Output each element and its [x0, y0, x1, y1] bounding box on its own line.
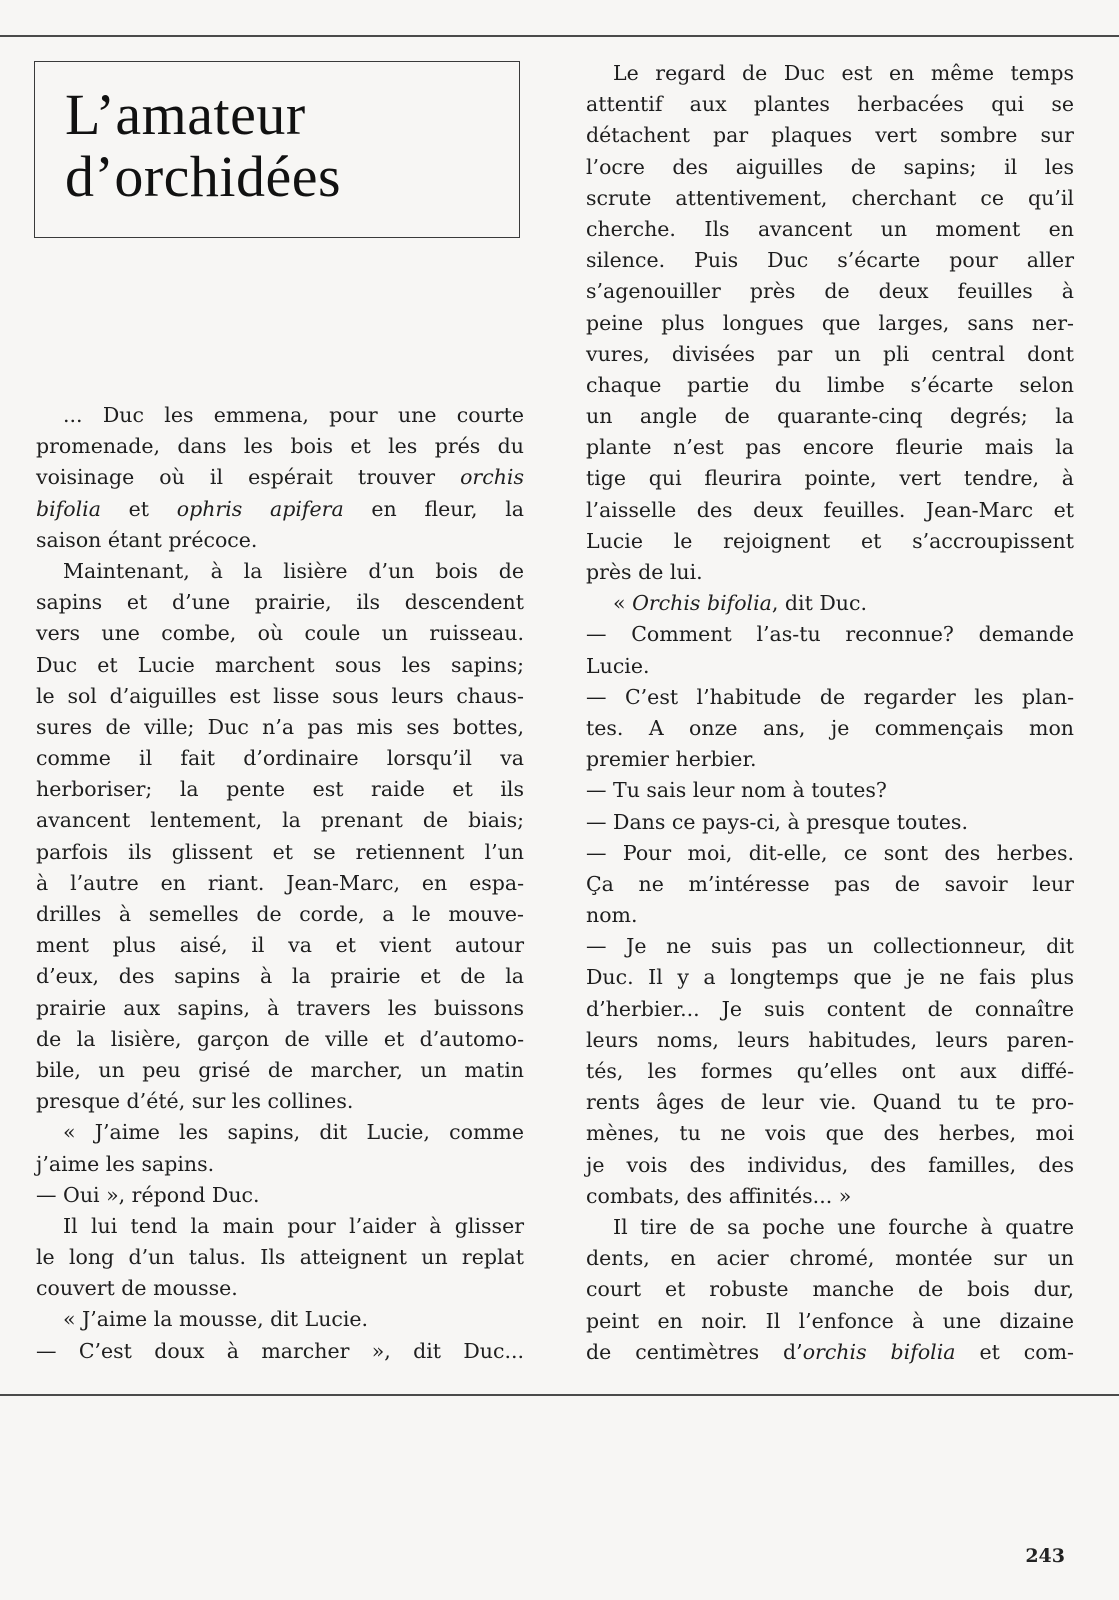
- right-column-line: — Pour moi, dit-elle, ce sont des herbes.: [586, 840, 1074, 865]
- left-column-line: comme il fait d’ordinaire lorsqu’il va: [36, 746, 524, 771]
- right-column-line: Ça ne m’intéresse pas de savoir leur: [586, 871, 1074, 896]
- right-column-line: tés, les formes qu’elles ont aux diffé-: [586, 1059, 1074, 1083]
- right-column-line: peine plus longues que larges, sans ner-: [586, 310, 1074, 335]
- left-column-line: d’eux, des sapins à la prairie et de la: [36, 964, 524, 989]
- left-column-line: sapins et d’une prairie, ils descendent: [36, 590, 524, 615]
- right-column: [586, 58, 1074, 1368]
- left-column-line: « J’aime la mousse, dit Lucie.: [63, 1307, 369, 1332]
- left-column-line: couvert de mousse.: [36, 1276, 238, 1301]
- right-column-line: Duc. Il y a longtemps que je ne fais plus: [586, 965, 1074, 990]
- title-line-2: d’orchidées: [65, 144, 342, 209]
- article-title: [65, 84, 341, 208]
- right-column-line: combats, des affinités... »: [586, 1183, 852, 1208]
- left-column-line: parfois ils glissent et se retiennent l’un: [36, 839, 524, 864]
- right-column-line: de centimètres d’orchis bifolia et com-: [586, 1339, 1074, 1364]
- left-column-line: drilles à semelles de corde, a le mouve-: [36, 902, 524, 926]
- left-column-line: j’aime les sapins.: [36, 1151, 215, 1176]
- left-column-line: ment plus aisé, il va et vient autour: [36, 933, 524, 958]
- right-column-line: silence. Puis Duc s’écarte pour aller: [586, 248, 1074, 273]
- right-column-line: « Orchis bifolia, dit Duc.: [613, 591, 867, 616]
- right-column-line: s’agenouiller près de deux feuilles à: [586, 279, 1074, 304]
- left-column-line: presque d’été, sur les collines.: [36, 1089, 354, 1114]
- left-column: [36, 400, 524, 1367]
- left-column-line: voisinage où il espérait trouver orchis: [36, 465, 524, 490]
- left-column-line: à l’autre en riant. Jean-Marc, en espa-: [36, 870, 524, 895]
- bottom-rule: [0, 1394, 1119, 1396]
- right-column-line: — Je ne suis pas un collectionneur, dit: [586, 934, 1074, 959]
- right-column-line: — Tu sais leur nom à toutes?: [586, 778, 887, 803]
- right-column-line: premier herbier.: [586, 747, 757, 772]
- right-column-line: nom.: [586, 903, 638, 928]
- right-column-line: Il tire de sa poche une fourche à quatre: [613, 1214, 1074, 1239]
- right-column-line: — Comment l’as-tu reconnue? demande: [586, 622, 1074, 647]
- right-column-line: je vois des individus, des familles, des: [586, 1152, 1074, 1177]
- right-column-line: scrute attentivement, cherchant ce qu’il: [586, 185, 1074, 210]
- right-column-line: détachent par plaques vert sombre sur: [586, 123, 1074, 148]
- right-column-line: près de lui.: [586, 560, 703, 584]
- left-column-line: herboriser; la pente est raide et ils: [36, 777, 524, 802]
- left-column-line: le long d’un talus. Ils atteignent un replat: [36, 1245, 524, 1270]
- right-column-line: d’herbier... Je suis content de connaître: [586, 996, 1074, 1021]
- right-column-line: l’ocre des aiguilles de sapins; il les: [586, 154, 1074, 179]
- left-column-line: avancent lentement, la prenant de biais;: [36, 808, 524, 833]
- right-column-line: rents âges de leur vie. Quand tu te pro-: [586, 1090, 1074, 1115]
- right-column-line: dents, en acier chromé, montée sur un: [586, 1246, 1074, 1271]
- right-column-line: Lucie le rejoignent et s’accroupissent: [586, 528, 1074, 553]
- right-column-line: — Dans ce pays-ci, à presque toutes.: [586, 809, 968, 834]
- left-column-line: — C’est doux à marcher », dit Duc...: [36, 1338, 524, 1363]
- top-rule: [0, 35, 1119, 37]
- right-column-line: cherche. Ils avancent un moment en: [586, 216, 1074, 241]
- right-column-line: — C’est l’habitude de regarder les plan-: [586, 684, 1074, 709]
- page-number: 243: [1025, 1545, 1065, 1567]
- right-column-line: mènes, tu ne vois que des herbes, moi: [586, 1121, 1074, 1146]
- left-column-line: bifolia et ophris apifera en fleur, la: [36, 496, 525, 521]
- left-column-line: prairie aux sapins, à travers les buissons: [36, 995, 524, 1020]
- right-column-line: vures, divisées par un pli central dont: [586, 341, 1074, 366]
- right-column-line: tes. A onze ans, je commençais mon: [586, 715, 1074, 740]
- right-column-line: tige qui fleurira pointe, vert tendre, à: [586, 466, 1074, 491]
- right-column-line: Le regard de Duc est en même temps: [613, 61, 1074, 85]
- right-column-line: peint en noir. Il l’enfonce à une dizaine: [586, 1308, 1074, 1333]
- left-column-line: — Oui », répond Duc.: [36, 1182, 260, 1207]
- right-column-line: leurs noms, leurs habitudes, leurs paren-: [586, 1027, 1074, 1052]
- left-column-line: sures de ville; Duc n’a pas mis ses bottes,: [36, 714, 524, 739]
- left-column-line: Duc et Lucie marchent sous les sapins;: [36, 652, 524, 677]
- right-column-line: attentif aux plantes herbacées qui se: [586, 92, 1074, 117]
- left-column-line: saison étant précoce.: [36, 527, 258, 552]
- left-column-line: Maintenant, à la lisière d’un bois de: [63, 558, 524, 583]
- right-column-line: court et robuste manche de bois dur,: [586, 1277, 1074, 1302]
- left-column-line: le sol d’aiguilles est lisse sous leurs chaus-: [36, 683, 524, 708]
- left-column-line: vers une combe, où coule un ruisseau.: [36, 621, 524, 646]
- left-column-line: promenade, dans les bois et les prés du: [36, 434, 524, 459]
- left-column-line: bile, un peu grisé de marcher, un matin: [36, 1057, 524, 1082]
- left-column-line: « J’aime les sapins, dit Lucie, comme: [63, 1120, 524, 1145]
- title-line-1: L’amateur: [65, 82, 306, 147]
- right-column-line: Lucie.: [586, 653, 650, 678]
- title-box: [34, 61, 520, 238]
- left-column-line: de la lisière, garçon de ville et d’automo-: [36, 1026, 524, 1051]
- right-column-line: plante n’est pas encore fleurie mais la: [586, 435, 1074, 460]
- left-column-line: Il lui tend la main pour l’aider à glisser: [63, 1213, 524, 1238]
- left-column-line: ... Duc les emmena, pour une courte: [63, 403, 524, 427]
- right-column-line: chaque partie du limbe s’écarte selon: [586, 372, 1074, 397]
- right-column-line: l’aisselle des deux feuilles. Jean-Marc et: [586, 497, 1074, 522]
- right-column-line: un angle de quarante-cinq degrés; la: [586, 404, 1074, 429]
